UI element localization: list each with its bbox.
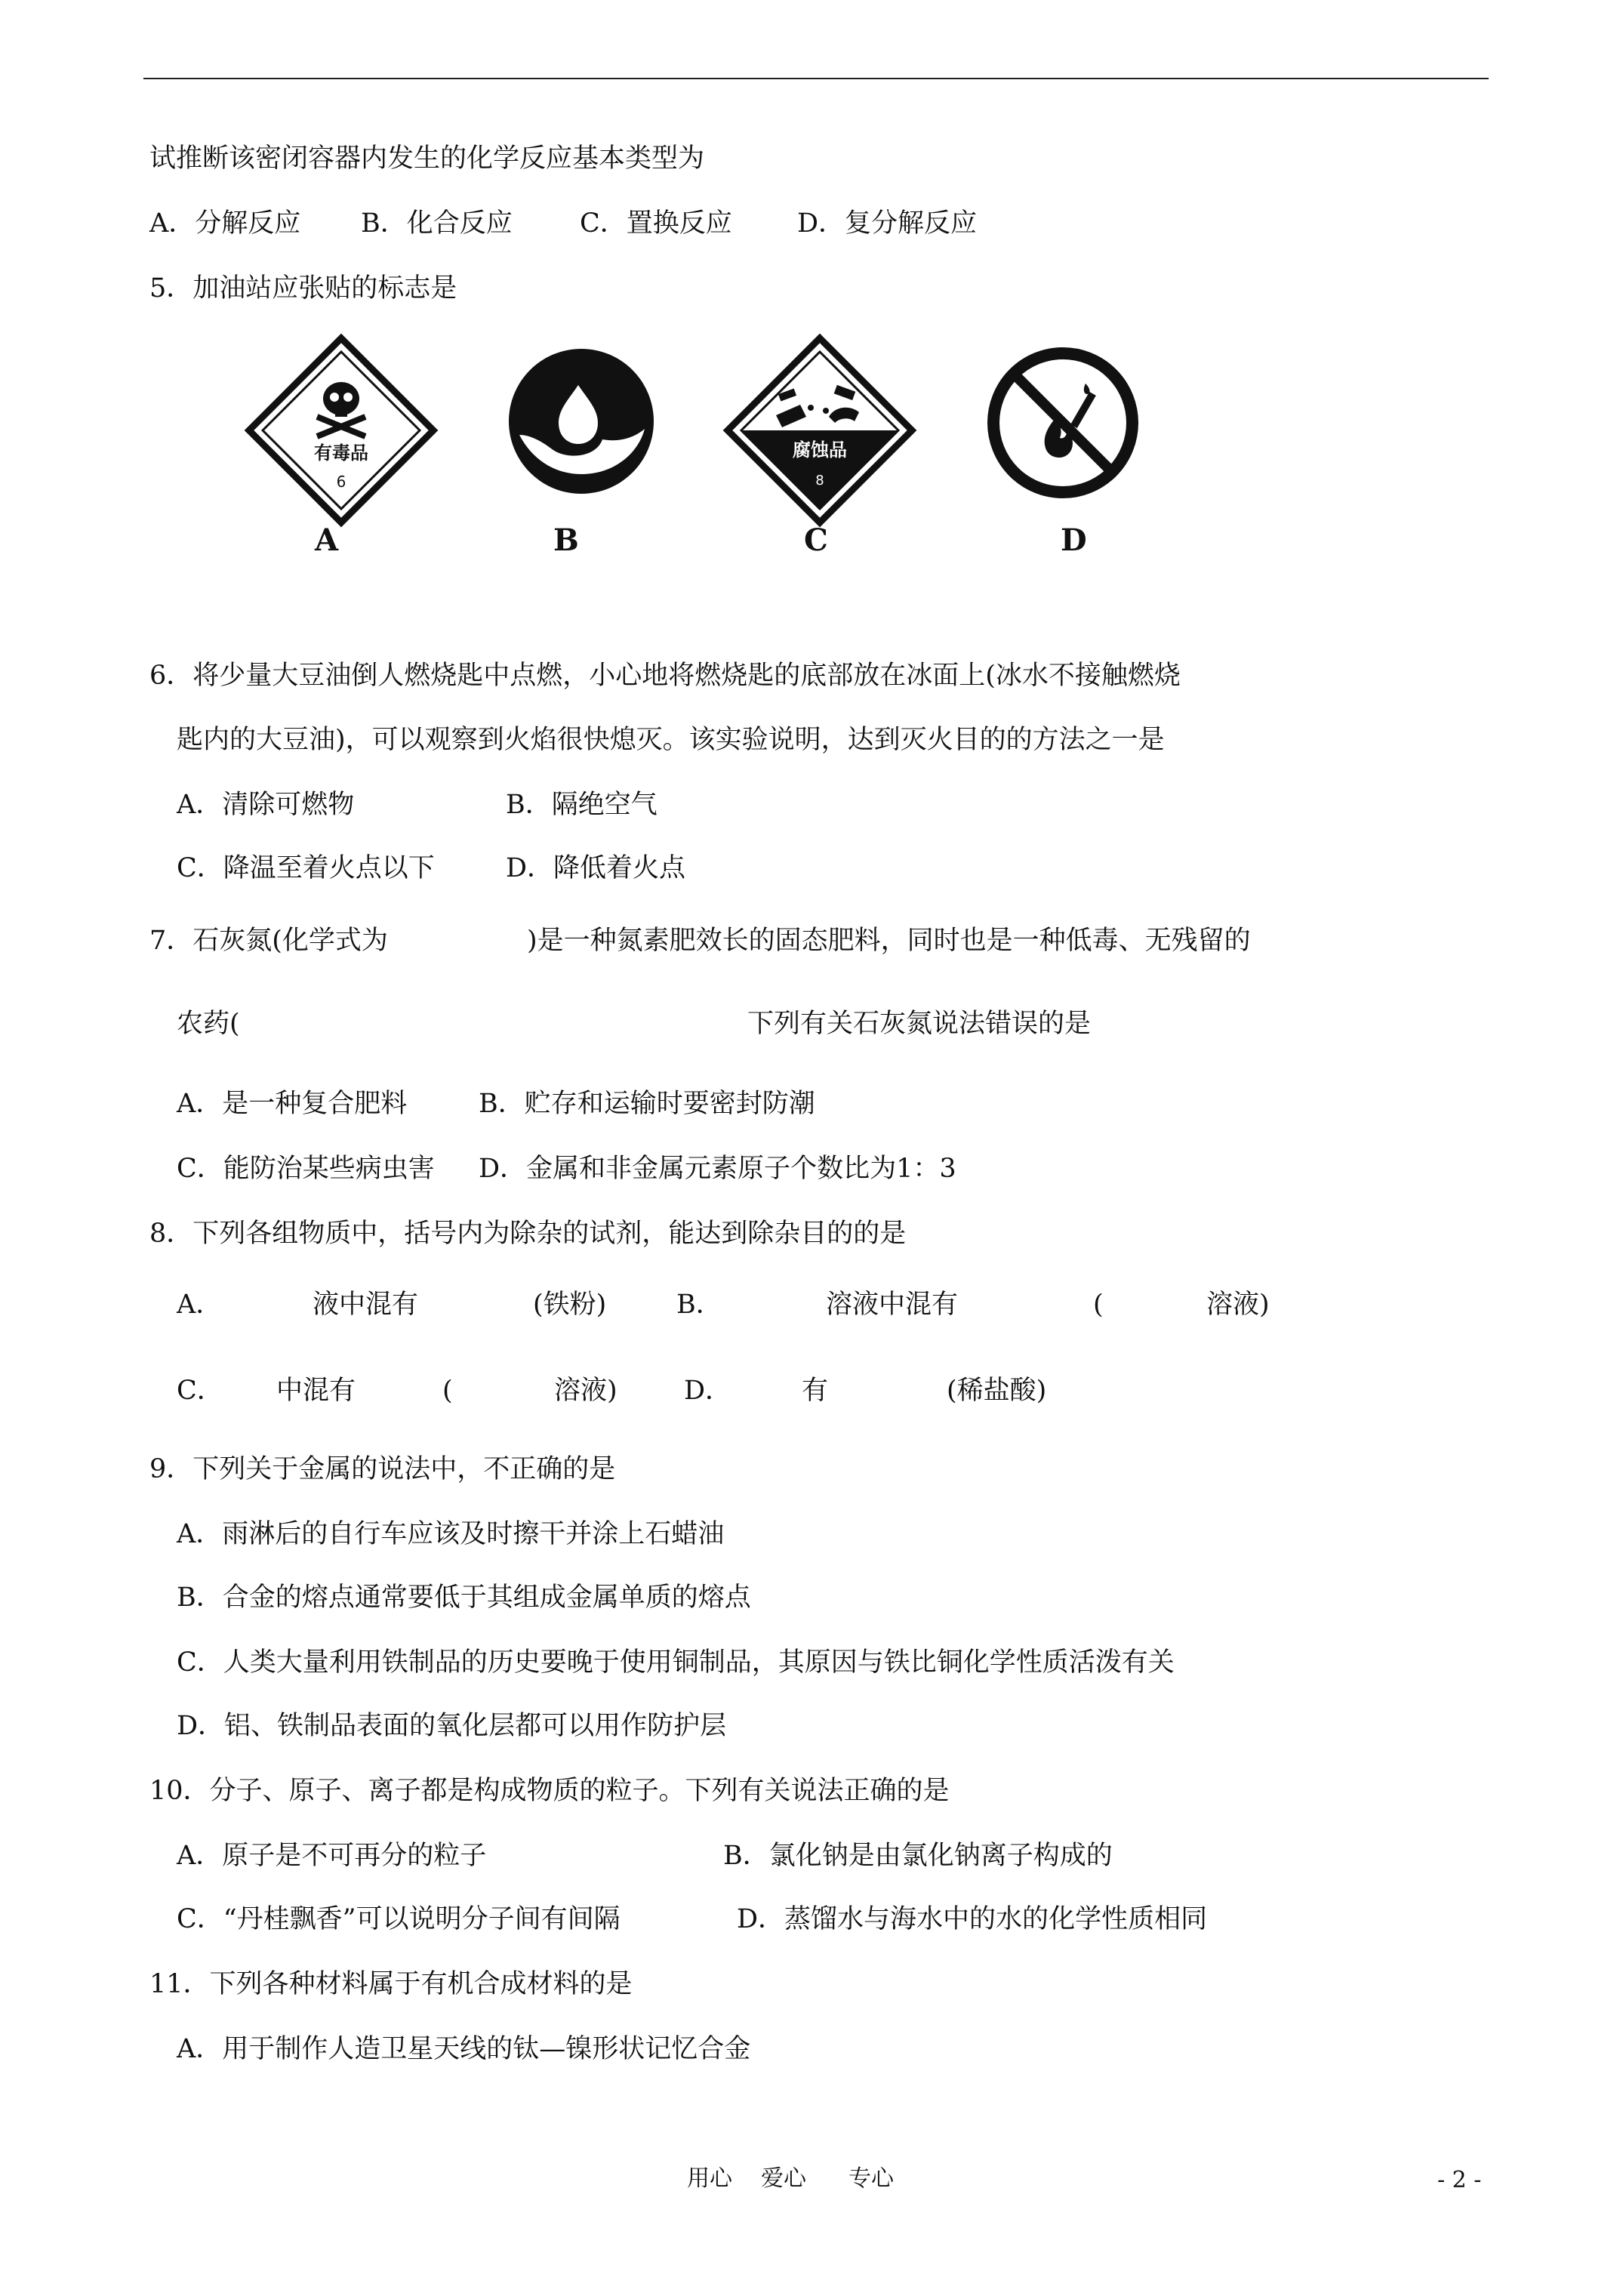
q4-option-c: C．置换反应: [580, 208, 732, 239]
q10-option-b: B．氯化钠是由氯化钠离子构成的: [723, 1841, 1113, 1871]
q7-option-c: C．能防治某些病虫害: [177, 1154, 435, 1184]
q8-row1-a-text: 液中混有: [313, 1290, 419, 1320]
q8-row2-c-reagent: 溶液): [554, 1376, 617, 1406]
q7-line2-a: 农药(: [177, 1009, 240, 1039]
q8-row2-d: D．: [684, 1376, 732, 1406]
q8-row1-b-reagent: 溶液): [1206, 1290, 1270, 1320]
q6-option-b: B．隔绝空气: [506, 790, 658, 820]
q9-option-a: A．雨淋后的自行车应该及时擦干并涂上石蜡油: [177, 1519, 725, 1549]
q6-line1: 6．将少量大豆油倒人燃烧匙中点燃，小心地将燃烧匙的底部放在冰面上(冰水不接触燃烧: [149, 661, 1181, 691]
q8-stem: 8．下列各组物质中，括号内为除杂的试剂，能达到除杂目的的是: [149, 1219, 907, 1249]
corrosive-sign-icon: [722, 332, 918, 529]
sign-c-text: 腐蚀品: [793, 439, 847, 461]
toxic-sign-icon: [243, 332, 439, 529]
sign-label-b: B: [553, 522, 579, 558]
q7-line1-a: 7．石灰氮(化学式为: [149, 926, 388, 956]
sign-label-a: A: [315, 522, 339, 558]
q4-option-b: B．化合反应: [361, 208, 513, 239]
footer-motto-1: 用心: [687, 2165, 732, 2192]
sign-a-number: 6: [336, 473, 346, 491]
q9-option-b: B．合金的熔点通常要低于其组成金属单质的熔点: [177, 1583, 751, 1613]
q7-option-d: D．金属和非金属元素原子个数比为1：3: [479, 1154, 956, 1184]
q8-row1-a: A．: [177, 1290, 223, 1320]
q8-row1-b-open: (: [1093, 1290, 1104, 1320]
q7-line1-b: )是一种氮素肥效长的固态肥料，同时也是一种低毒、无残留的: [527, 926, 1251, 956]
q11-stem: 11．下列各种材料属于有机合成材料的是: [149, 1969, 633, 1999]
footer-motto-3: 专心: [848, 2165, 894, 2192]
q10-option-a: A．原子是不可再分的粒子: [177, 1841, 487, 1871]
q4-option-a: A．分解反应: [149, 208, 301, 239]
footer-motto-2: 爱心: [761, 2165, 806, 2192]
q9-stem: 9．下列关于金属的说法中，不正确的是: [149, 1454, 616, 1484]
sign-label-d: D: [1061, 522, 1087, 558]
q4-option-d: D．复分解反应: [797, 208, 978, 239]
q10-stem: 10．分子、原子、离子都是构成物质的粒子。下列有关说法正确的是: [149, 1776, 950, 1806]
q8-row1-b-text: 溶液中混有: [826, 1290, 959, 1320]
sign-c-number: 8: [815, 473, 824, 488]
q8-row1-b: B．: [676, 1290, 722, 1320]
q11-option-a: A．用于制作人造卫星天线的钛—镍形状记忆合金: [177, 2034, 751, 2064]
liquid-sign-icon: [506, 346, 657, 497]
q10-option-c: C．“丹桂飘香”可以说明分子间有间隔: [177, 1904, 621, 1934]
header-rule: [143, 78, 1489, 79]
q6-option-d: D．降低着火点: [506, 853, 686, 883]
q7-option-b: B．贮存和运输时要密封防潮: [479, 1089, 815, 1119]
q8-row2-c-open: (: [442, 1376, 453, 1406]
q7-option-a: A．是一种复合肥料: [177, 1089, 408, 1119]
q5-stem: 5．加油站应张贴的标志是: [149, 273, 457, 304]
page-number: - 2 -: [1437, 2167, 1482, 2193]
q8-row2-d-text: 有: [802, 1376, 829, 1406]
no-fire-sign-icon: [986, 346, 1140, 500]
q9-option-c: C．人类大量利用铁制品的历史要晚于使用铜制品，其原因与铁比铜化学性质活泼有关: [177, 1647, 1175, 1678]
q6-option-a: A．清除可燃物: [177, 790, 355, 820]
q6-line2: 匙内的大豆油)，可以观察到火焰很快熄灭。该实验说明，达到灭火目的的方法之一是: [177, 725, 1165, 755]
q10-option-d: D．蒸馏水与海水中的水的化学性质相同: [737, 1904, 1208, 1934]
sign-a-text: 有毒品: [314, 442, 368, 464]
q4-stem: 试推断该密闭容器内发生的化学反应基本类型为: [149, 143, 705, 174]
q7-line2-b: 下列有关石灰氮说法错误的是: [747, 1009, 1092, 1039]
sign-label-c: C: [804, 522, 828, 558]
q8-row1-a-reagent: (铁粉): [533, 1290, 607, 1320]
q6-option-c: C．降温至着火点以下: [177, 853, 435, 883]
q8-row2-c: C．: [177, 1376, 223, 1406]
q8-row2-c-text: 中混有: [276, 1376, 356, 1406]
q9-option-d: D．铝、铁制品表面的氧化层都可以用作防护层: [177, 1711, 727, 1741]
q8-row2-d-reagent: (稀盐酸): [947, 1376, 1047, 1406]
